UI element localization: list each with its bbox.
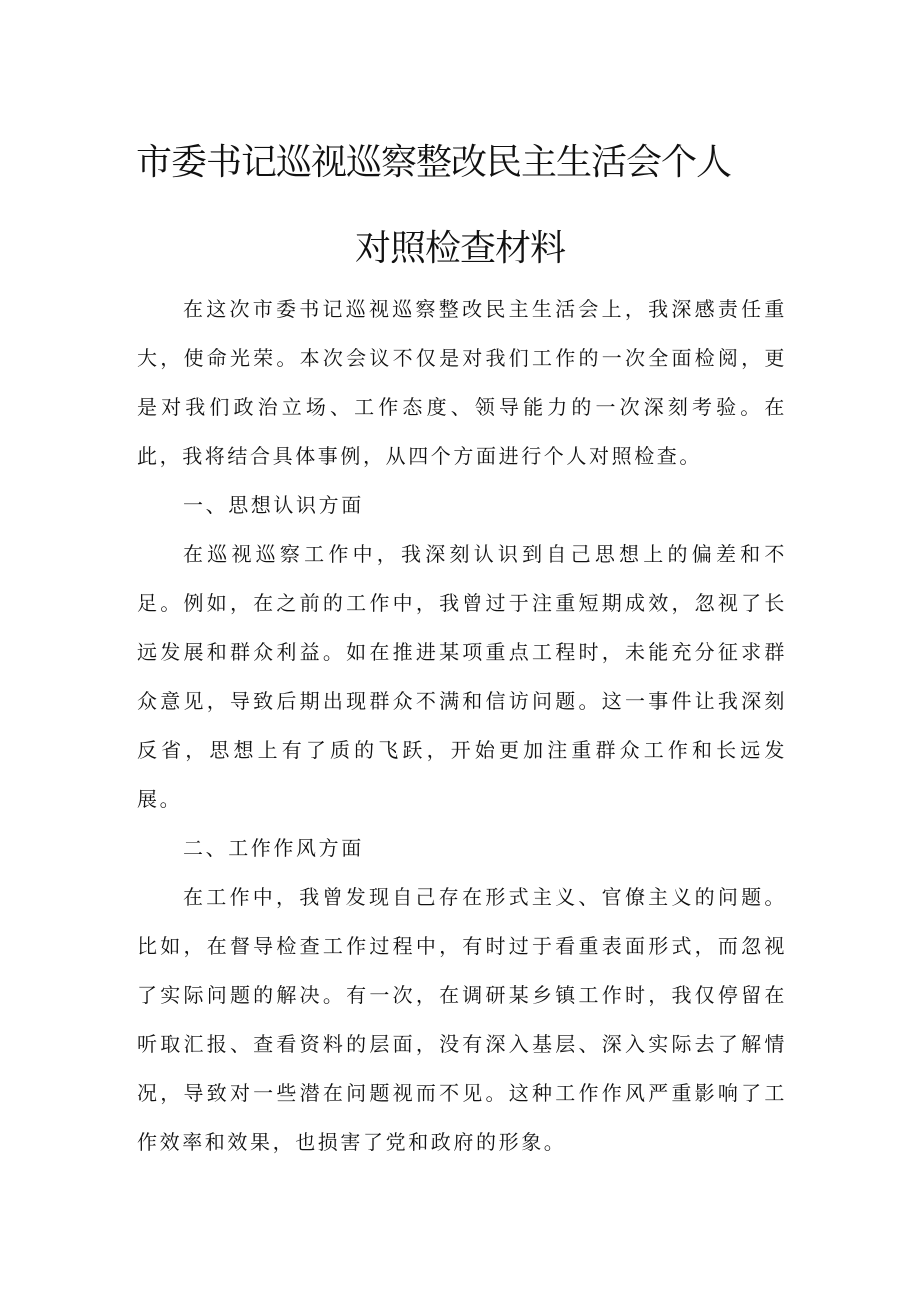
section-heading-ideological: 一、思想认识方面 [183, 493, 364, 517]
work-style-paragraph: 在工作中，我曾发现自己存在形式主义、官僚主义的问题。比如，在督导检查工作过程中，有时过于看重表面形式，而忽视了实际问题的解决。有一次，在调研某乡镇工作时，我仅停留在听取汇报、查看资料的层面，没有深入基层、深入实际去了解情况，导致对一些潜在问题视而不见。这种工作作风严重影响了工作效率和效果，也损害了党和政府的形象。 [137, 885, 787, 1154]
document-title-line-1: 市委书记巡视巡察整改民主生活会个人 [136, 142, 732, 183]
intro-paragraph: 在这次市委书记巡视巡察整改民主生活会上，我深感责任重大，使命光荣。本次会议不仅是对我们工作的一次全面检阅，更是对我们政治立场、工作态度、领导能力的一次深刻考验。在此，我将结合具体事例，从四个方面进行个人对照检查。 [137, 297, 787, 468]
ideological-paragraph: 在巡视巡察工作中，我深刻认识到自己思想上的偏差和不足。例如，在之前的工作中，我曾过于注重短期成效，忽视了长远发展和群众利益。如在推进某项重点工程时，未能充分征求群众意见，导致后期出现群众不满和信访问题。这一事件让我深刻反省，思想上有了质的飞跃，开始更加注重群众工作和长远发展。 [137, 542, 787, 811]
document-title-line-2: 对照检查材料 [354, 228, 565, 269]
document-body [137, 285, 787, 1167]
section-heading-work-style: 二、工作作风方面 [183, 836, 364, 860]
